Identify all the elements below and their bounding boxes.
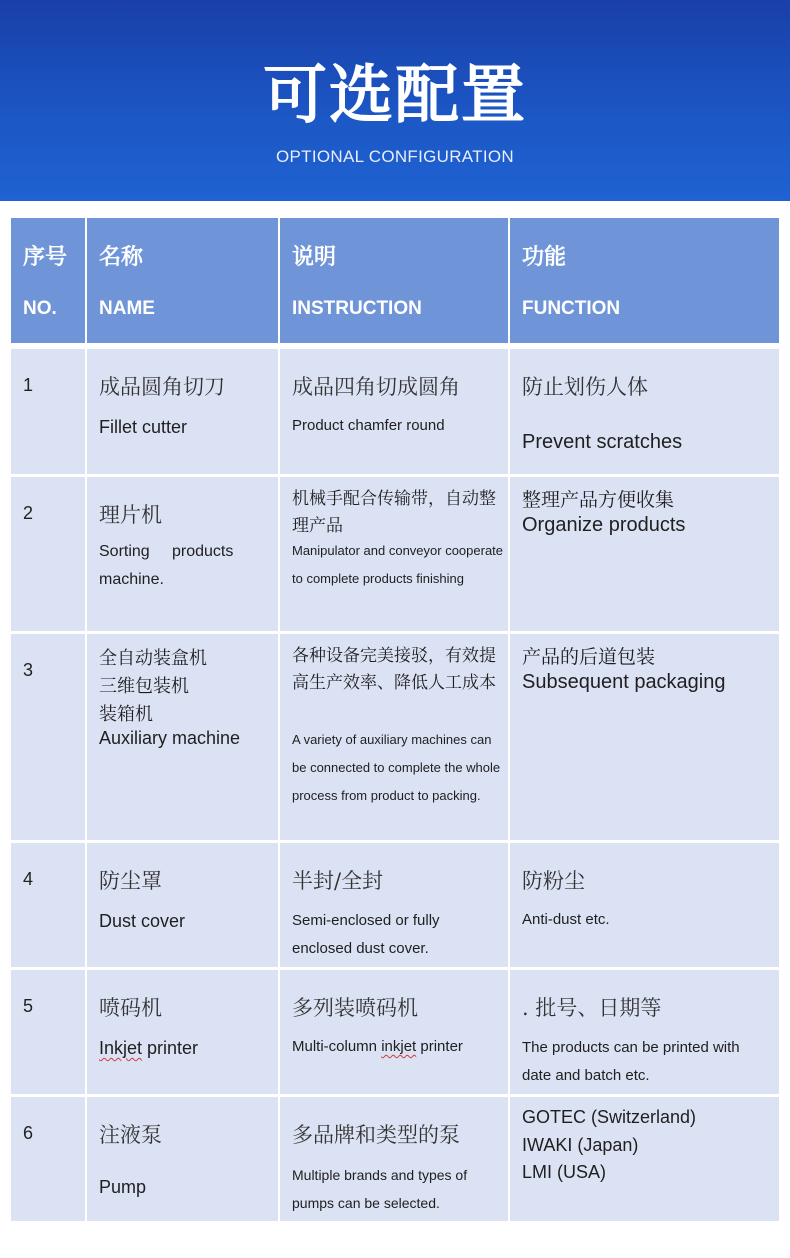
name-en: Fillet cutter: [99, 417, 188, 437]
name-cell: [87, 970, 278, 1094]
function-en: Anti-dust etc.: [522, 911, 610, 928]
instruction-en-part3: printer: [416, 1038, 463, 1055]
row-number-cell: [11, 843, 85, 967]
instruction-en: Semi-enclosed or fully enclosed dust cover.: [292, 912, 440, 957]
name-cell: [87, 349, 278, 474]
header-instruction-en: INSTRUCTION: [292, 298, 422, 319]
instruction-en: Product chamfer round: [292, 417, 445, 434]
table-header-row: [11, 218, 779, 343]
name-en-word-printer: printer: [142, 1038, 199, 1058]
name-en-word-inkjet: Inkjet: [99, 1038, 143, 1058]
instruction-zh: 多列装喷码机: [292, 996, 418, 1020]
function-cell: [510, 1097, 779, 1221]
table-row: [11, 477, 779, 631]
page-subtitle: OPTIONAL CONFIGURATION: [275, 147, 514, 166]
name-cell: [87, 477, 278, 631]
row-number: 5: [23, 996, 34, 1016]
function-en: Subsequent packaging: [522, 671, 726, 693]
header-name-zh: 名称: [99, 244, 144, 270]
row-number: 2: [23, 503, 34, 523]
instruction-zh: 半封/全封: [292, 869, 384, 893]
header-banner: [0, 0, 790, 201]
table-row: [11, 970, 779, 1094]
name-zh-line1: 全自动装盒机: [99, 648, 207, 668]
table-row: [11, 1097, 779, 1221]
name-cell: [87, 634, 278, 840]
instruction-en-part1: Multi-column: [292, 1038, 382, 1055]
instruction-cell: [280, 1097, 508, 1221]
table-row: [11, 349, 779, 474]
header-instruction-zh: 说明: [292, 244, 337, 270]
header-no-en: NO.: [23, 298, 57, 319]
function-cell: [510, 634, 779, 840]
name-en: Dust cover: [99, 911, 186, 931]
row-number-cell: [11, 634, 85, 840]
row-number: 3: [23, 660, 34, 680]
instruction-zh: 多品牌和类型的泵: [292, 1123, 460, 1147]
name-en-line1: Sorting: [99, 543, 150, 560]
name-en: Pump: [99, 1177, 147, 1197]
function-cell: [510, 970, 779, 1094]
row-number: 1: [23, 375, 34, 395]
name-en-line2: machine.: [99, 571, 164, 588]
function-zh: 防粉尘: [522, 869, 585, 893]
function-zh: 整理产品方便收集: [522, 490, 675, 511]
name-en-line1b: products: [172, 543, 234, 560]
instruction-cell: [280, 477, 508, 631]
row-number-cell: [11, 970, 85, 1094]
instruction-zh: 各种设备完美接驳，有效提高生产效率、降低人工成本: [292, 646, 496, 692]
row-number-cell: [11, 349, 85, 474]
name-zh-line2: 三维包装机: [99, 676, 189, 696]
name-en: Auxiliary machine: [99, 728, 241, 748]
function-line1: GOTEC (Switzerland): [522, 1107, 697, 1127]
row-number: 4: [23, 869, 34, 889]
function-cell: [510, 843, 779, 967]
table-row: [11, 843, 779, 967]
function-zh: 产品的后道包装: [522, 647, 656, 668]
function-line2: IWAKI (Japan): [522, 1135, 639, 1155]
function-cell: [510, 477, 779, 631]
configuration-table: [11, 218, 779, 1221]
table-row: [11, 634, 779, 840]
header-no-zh: 序号: [23, 244, 68, 270]
row-number-cell: [11, 1097, 85, 1221]
header-no: [11, 218, 85, 343]
function-en: The products can be printed with date and batch etc.: [522, 1039, 740, 1084]
name-zh: 理片机: [99, 503, 162, 527]
instruction-en: Manipulator and conveyor cooperate to complete products finishing: [292, 543, 504, 586]
instruction-en: [292, 1038, 463, 1055]
row-number: 6: [23, 1123, 34, 1143]
instruction-zh: 成品四角切成圆角: [292, 375, 460, 399]
name-cell: [87, 843, 278, 967]
function-zh: . 批号、日期等: [522, 996, 662, 1020]
header-instruction: [280, 218, 508, 343]
name-zh: 防尘罩: [99, 869, 162, 893]
name-zh-line3: 装箱机: [99, 704, 153, 724]
instruction-cell: [280, 970, 508, 1094]
name-zh: 喷码机: [99, 996, 162, 1020]
name-zh: 成品圆角切刀: [99, 375, 225, 399]
header-function-en: FUNCTION: [522, 298, 621, 319]
function-en: Organize products: [522, 514, 686, 536]
instruction-cell: [280, 349, 508, 474]
instruction-en-part2: inkjet: [381, 1038, 417, 1055]
name-zh: 注液泵: [99, 1123, 162, 1147]
name-cell: [87, 1097, 278, 1221]
header-function-zh: 功能: [522, 244, 567, 270]
instruction-cell: [280, 634, 508, 840]
function-line3: LMI (USA): [522, 1162, 607, 1182]
function-zh: 防止划伤人体: [522, 375, 648, 399]
header-name: [87, 218, 278, 343]
page-title: 可选配置: [263, 59, 527, 133]
row-number-cell: [11, 477, 85, 631]
instruction-en: A variety of auxiliary machines can be connected to complete the whole process from product to packing.: [292, 732, 501, 803]
instruction-cell: [280, 843, 508, 967]
instruction-en: Multiple brands and types of pumps can be selected.: [292, 1167, 468, 1211]
header-name-en: NAME: [99, 298, 155, 319]
function-cell: [510, 349, 779, 474]
header-function: [510, 218, 779, 343]
function-en: Prevent scratches: [522, 431, 683, 453]
name-en: [99, 1038, 198, 1059]
instruction-zh: 机械手配合传输带，自动整理产品: [292, 489, 496, 535]
